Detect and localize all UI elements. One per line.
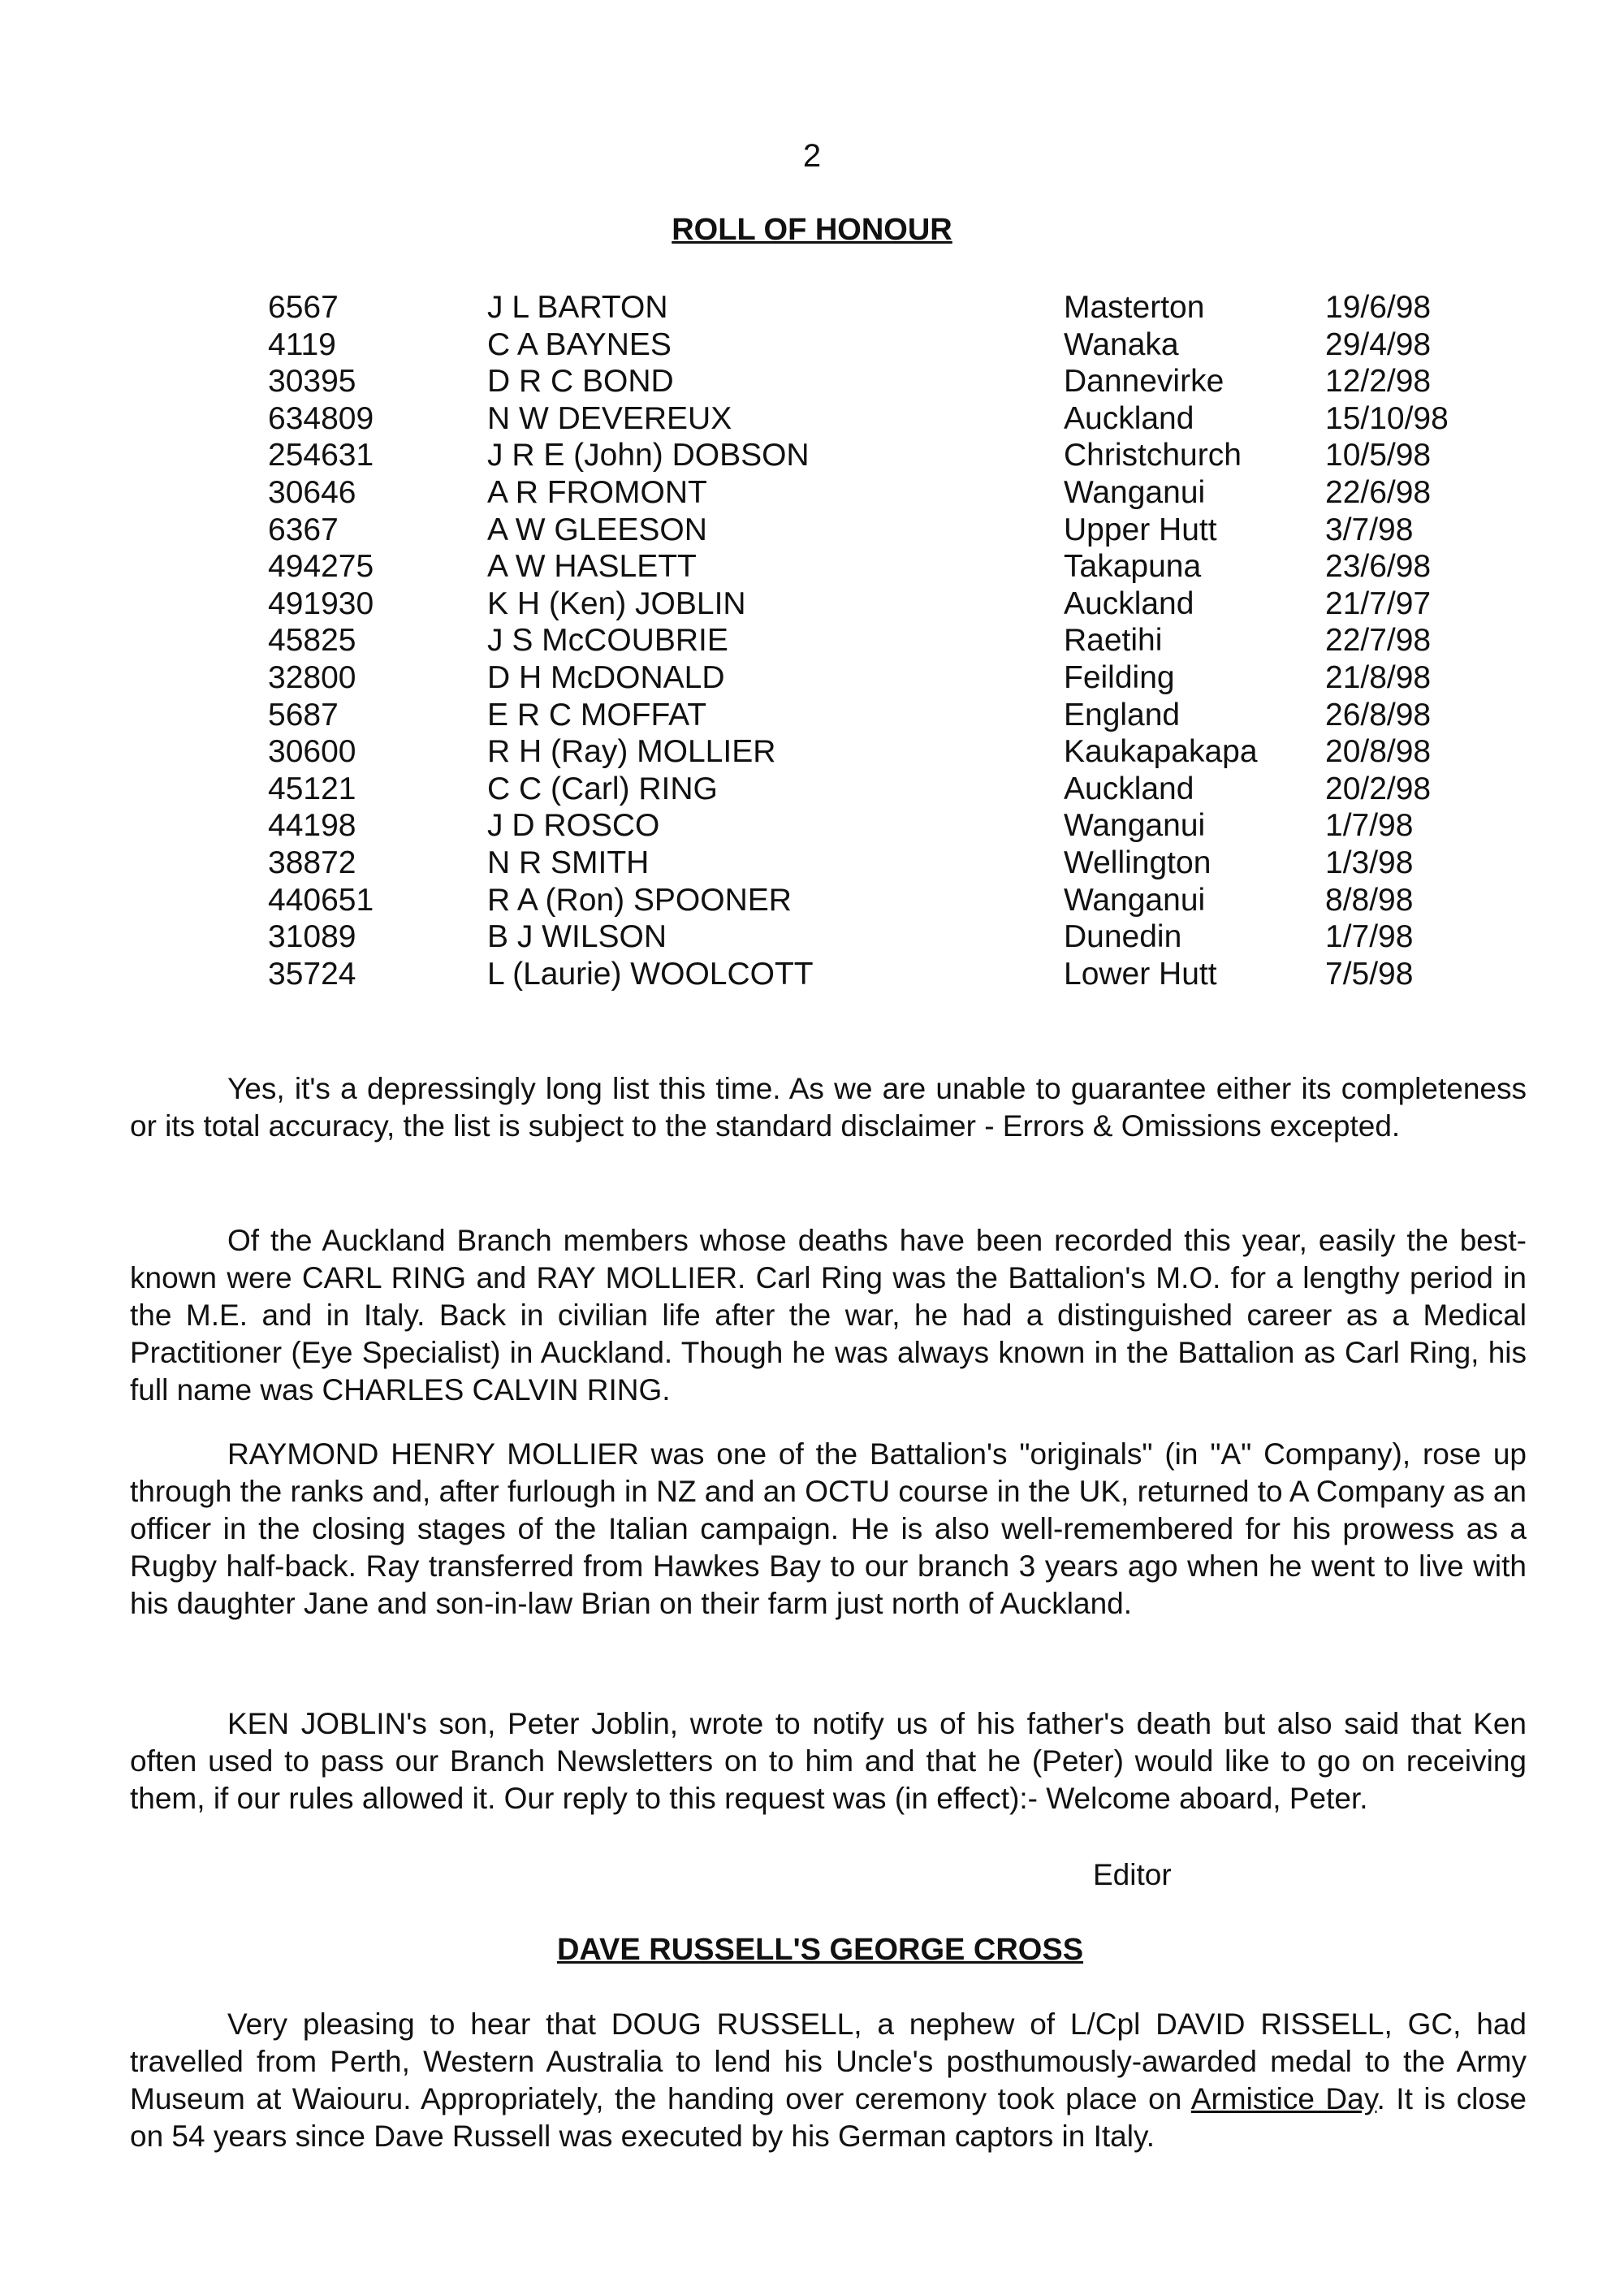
member-place: Christchurch xyxy=(1064,438,1242,473)
service-number: 45121 xyxy=(268,771,356,806)
death-date: 8/8/98 xyxy=(1325,882,1414,918)
death-date: 23/6/98 xyxy=(1325,549,1432,585)
service-number: 30646 xyxy=(268,474,356,510)
death-date: 20/2/98 xyxy=(1325,771,1432,806)
death-date: 1/3/98 xyxy=(1325,845,1414,880)
member-name: N R SMITH xyxy=(487,845,650,880)
member-place: Dannevirke xyxy=(1064,364,1224,400)
member-name: J D ROSCO xyxy=(487,808,660,844)
service-number: 44198 xyxy=(268,808,356,844)
roll-row xyxy=(268,400,1470,438)
roll-row xyxy=(268,474,1470,512)
member-place: Raetihi xyxy=(1064,623,1163,659)
roll-row xyxy=(268,807,1470,845)
roll-of-honour-table xyxy=(268,289,1470,992)
member-name: B J WILSON xyxy=(487,919,667,955)
service-number: 254631 xyxy=(268,438,374,473)
death-date: 12/2/98 xyxy=(1325,364,1432,400)
member-name: A W HASLETT xyxy=(487,549,697,585)
member-name: J L BARTON xyxy=(487,290,668,325)
service-number: 45825 xyxy=(268,623,356,659)
roll-row xyxy=(268,512,1470,549)
death-date: 15/10/98 xyxy=(1325,400,1449,436)
roll-row xyxy=(268,289,1470,326)
member-name: J R E (John) DOBSON xyxy=(487,438,810,473)
member-place: England xyxy=(1064,697,1181,732)
member-place: Wanganui xyxy=(1064,474,1206,510)
service-number: 491930 xyxy=(268,586,374,621)
service-number: 31089 xyxy=(268,919,356,955)
george-cross-title: DAVE RUSSELL'S GEORGE CROSS xyxy=(556,1933,1084,1967)
member-place: Auckland xyxy=(1064,400,1194,436)
member-name: J S McCOUBRIE xyxy=(487,623,728,659)
member-name: R A (Ron) SPOONER xyxy=(487,882,792,918)
service-number: 494275 xyxy=(268,549,374,585)
member-name: K H (Ken) JOBLIN xyxy=(487,586,746,621)
member-place: Takapuna xyxy=(1064,549,1202,585)
member-name: C A BAYNES xyxy=(487,326,672,362)
service-number: 30600 xyxy=(268,734,356,770)
roll-row xyxy=(268,918,1470,956)
service-number: 6567 xyxy=(268,290,339,325)
member-place: Feilding xyxy=(1064,659,1175,695)
death-date: 19/6/98 xyxy=(1325,290,1432,325)
roll-row xyxy=(268,771,1470,808)
george-cross-paragraph xyxy=(130,2006,1527,2155)
member-name: R H (Ray) MOLLIER xyxy=(487,734,776,770)
death-date: 1/7/98 xyxy=(1325,919,1414,955)
roll-row xyxy=(268,437,1470,474)
roll-of-honour-title: ROLL OF HONOUR xyxy=(672,213,952,247)
death-date: 29/4/98 xyxy=(1325,326,1432,362)
member-place: Auckland xyxy=(1064,586,1194,621)
member-name: D H McDONALD xyxy=(487,659,725,695)
member-place: Dunedin xyxy=(1064,919,1182,955)
member-place: Wanganui xyxy=(1064,808,1206,844)
roll-row xyxy=(268,733,1470,771)
mollier-paragraph: RAYMOND HENRY MOLLIER was one of the Battalion's "originals" (in "A" Company), rose up through the ranks and, after furlough in NZ and an OCTU course in the UK, returned to A Company as an officer in the closing stages of the Italian campaign. He is also well-remembered for his prowess as a Rugby half-back. Ray transferred from Hawkes Bay to our branch 3 years ago when he went to live with his daughter Jane and son-in-law Brian on their farm just north of Auckland. xyxy=(130,1437,1527,1620)
roll-row xyxy=(268,845,1470,882)
george-cross-text-before: Very pleasing to hear that DOUG RUSSELL, a nephew of L/Cpl DAVID RISSELL, GC, had travelled from Perth, Western Australia to lend his Uncle's posthumously-awarded medal to the Army Museum at Waiouru. Appropriately, the handing over ceremony took place on xyxy=(130,2007,1527,2115)
member-place: Wanganui xyxy=(1064,882,1206,918)
service-number: 4119 xyxy=(268,326,336,362)
editor-signature: Editor xyxy=(1093,1858,1172,1891)
member-name: L (Laurie) WOOLCOTT xyxy=(487,956,814,992)
page-number: 2 xyxy=(802,138,822,174)
member-place: Masterton xyxy=(1064,290,1205,325)
roll-row xyxy=(268,956,1470,993)
roll-row xyxy=(268,326,1470,364)
member-name: E R C MOFFAT xyxy=(487,697,707,732)
roll-row xyxy=(268,363,1470,400)
member-name: A W GLEESON xyxy=(487,512,707,547)
member-place: Wanaka xyxy=(1064,326,1179,362)
death-date: 7/5/98 xyxy=(1325,956,1414,992)
roll-row xyxy=(268,882,1470,919)
roll-row xyxy=(268,697,1470,734)
roll-row xyxy=(268,659,1470,697)
death-date: 20/8/98 xyxy=(1325,734,1432,770)
death-date: 1/7/98 xyxy=(1325,808,1414,844)
auckland-members-paragraph: Of the Auckland Branch members whose deaths have been recorded this year, easily the best-known were CARL RING and RAY MOLLIER. Carl Ring was the Battalion's M.O. for a lengthy period in the M.E. and in Italy. Back in civilian life after the war, he had a distinguished career as a Medical Practitioner (Eye Specialist) in Auckland. Though he was always known in the Battalion as Carl Ring, his full name was CHARLES CALVIN RING. xyxy=(130,1224,1527,1407)
joblin-paragraph: KEN JOBLIN's son, Peter Joblin, wrote to notify us of his father's death but also said that Ken often used to pass our Branch Newsletters on to him and that he (Peter) would like to go on receiving them, if our rules allowed it. Our reply to this request was (in effect):- Welcome aboard, Peter. xyxy=(130,1707,1527,1815)
death-date: 22/7/98 xyxy=(1325,623,1432,659)
member-place: Auckland xyxy=(1064,771,1194,806)
member-place: Upper Hutt xyxy=(1064,512,1217,547)
roll-row xyxy=(268,622,1470,659)
member-name: C C (Carl) RING xyxy=(487,771,718,806)
service-number: 38872 xyxy=(268,845,356,880)
member-name: N W DEVEREUX xyxy=(487,400,732,436)
disclaimer-paragraph: Yes, it's a depressingly long list this time. As we are unable to guarantee either its completeness or its total accuracy, the list is subject to the standard disclaimer - Errors & Omissions excepted. xyxy=(130,1072,1527,1143)
service-number: 440651 xyxy=(268,882,374,918)
service-number: 5687 xyxy=(268,697,339,732)
member-name: D R C BOND xyxy=(487,364,674,400)
service-number: 35724 xyxy=(268,956,356,992)
roll-row xyxy=(268,548,1470,586)
death-date: 26/8/98 xyxy=(1325,697,1432,732)
armistice-day-text: Armistice Day xyxy=(1190,2082,1377,2115)
death-date: 22/6/98 xyxy=(1325,474,1432,510)
service-number: 30395 xyxy=(268,364,356,400)
service-number: 6367 xyxy=(268,512,339,547)
george-cross-text-after: . It is close on 54 years since Dave Russell was executed by his German captors in Italy. xyxy=(130,2082,1527,2153)
death-date: 21/8/98 xyxy=(1325,659,1432,695)
service-number: 634809 xyxy=(268,400,374,436)
member-place: Kaukapakapa xyxy=(1064,734,1258,770)
death-date: 21/7/97 xyxy=(1325,586,1432,621)
death-date: 3/7/98 xyxy=(1325,512,1414,547)
member-name: A R FROMONT xyxy=(487,474,707,510)
member-place: Lower Hutt xyxy=(1064,956,1217,992)
member-place: Wellington xyxy=(1064,845,1212,880)
service-number: 32800 xyxy=(268,659,356,695)
death-date: 10/5/98 xyxy=(1325,438,1432,473)
roll-row xyxy=(268,586,1470,623)
